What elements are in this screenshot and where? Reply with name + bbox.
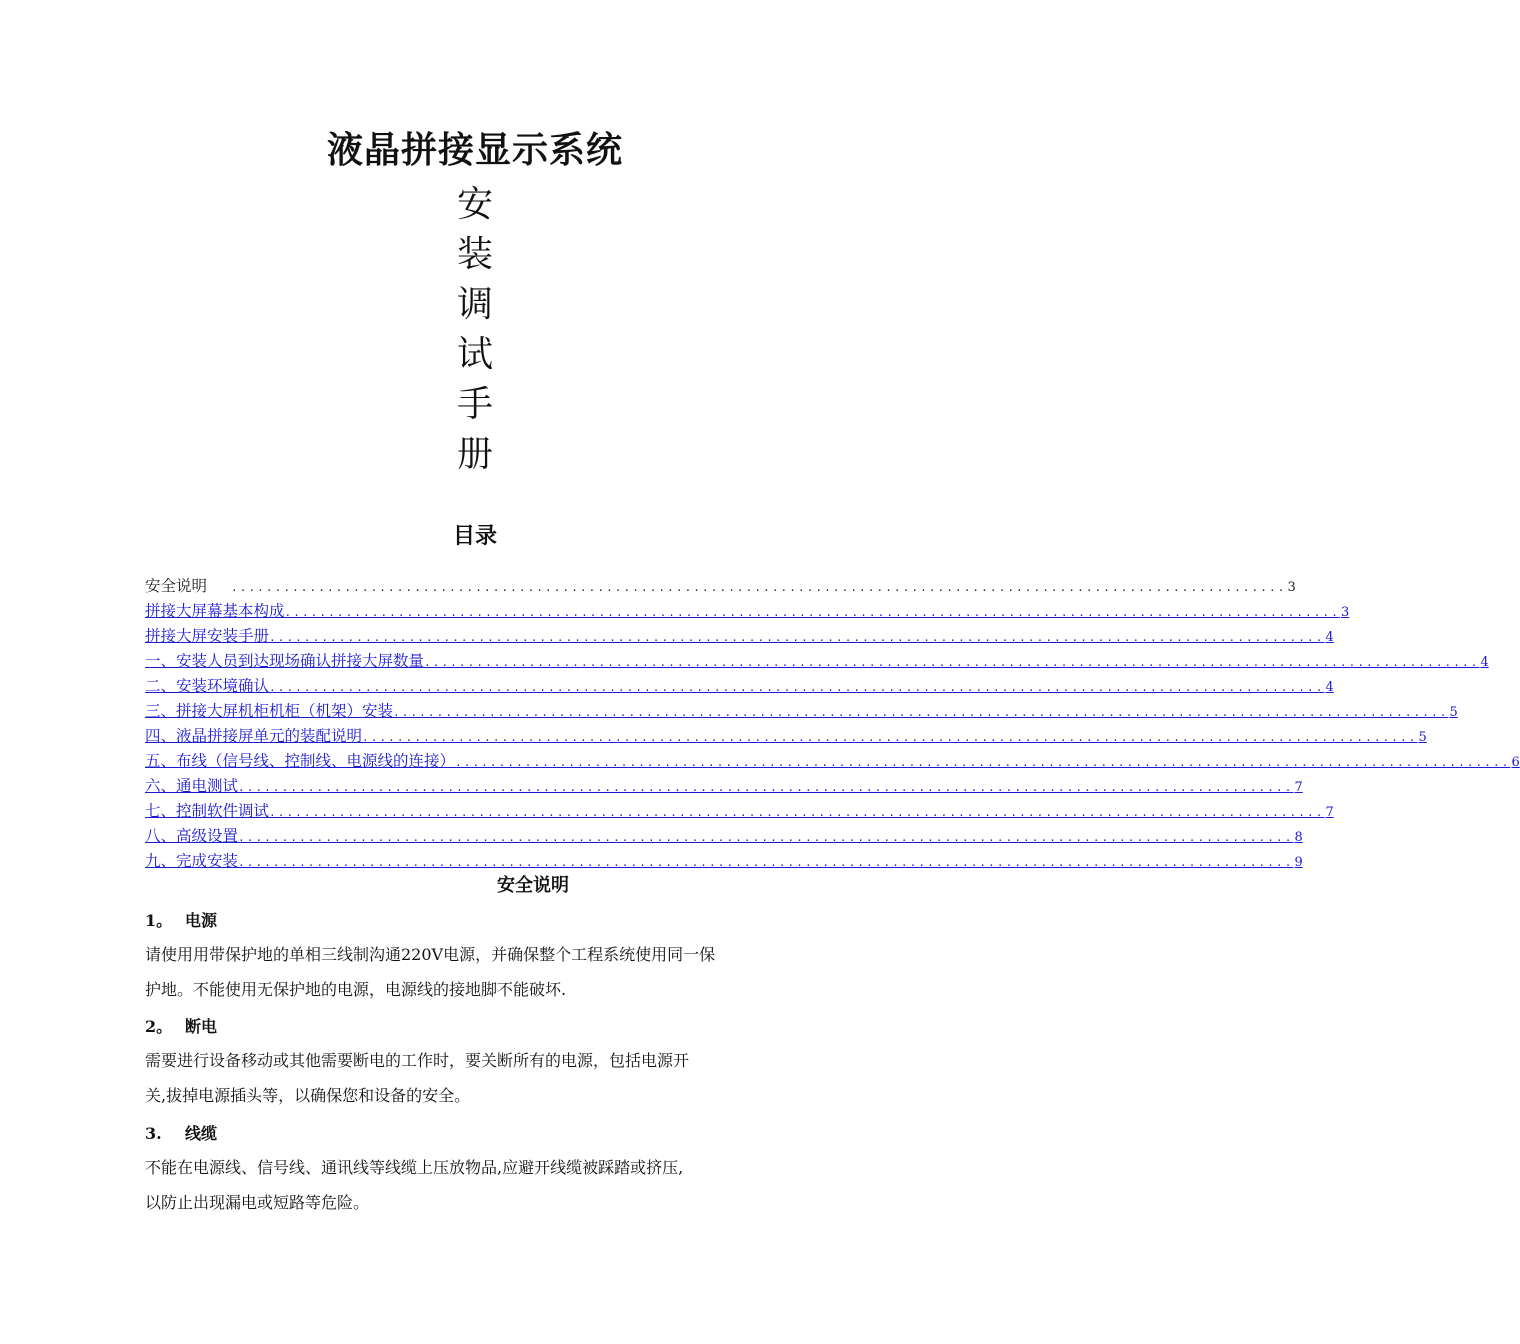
subtitle-char: 册 <box>456 434 493 475</box>
toc-leader-dots: ......................................................................................................................... <box>238 781 1294 794</box>
item-number: 3. <box>145 1124 162 1143</box>
toc-entry-page: 8 <box>1294 830 1303 845</box>
toc-entry-label: 五、布线（信号线、控制线、电源线的连接） <box>145 752 456 770</box>
toc-entry-page: 3 <box>1340 605 1350 620</box>
toc-entry-page: 6 <box>1511 755 1520 770</box>
paragraph-line: 需要进行设备移动或其他需要断电的工作时，要关断所有的电源，包括电源开 <box>145 1051 690 1070</box>
subtitle-char: 手 <box>456 384 493 425</box>
toc-entry-page: 5 <box>1418 730 1427 745</box>
toc-link[interactable] <box>145 774 1303 799</box>
item-number: 2。 <box>145 1017 173 1036</box>
toc-leader-dots: ......................................................................................................................... <box>269 681 1325 694</box>
toc-entry-label: 一、安装人员到达现场确认拼接大屏数量 <box>145 652 425 670</box>
toc-entry-label: 拼接大屏幕基本构成 <box>145 602 285 620</box>
subtitle-char: 调 <box>456 284 493 325</box>
toc-link[interactable] <box>145 699 1458 724</box>
toc-entry-page: 4 <box>1325 630 1334 645</box>
toc-link[interactable] <box>145 824 1303 849</box>
toc-entry-label: 三、拼接大屏机柜机柜（机架）安装 <box>145 702 394 720</box>
item-title <box>145 1014 825 1040</box>
toc-entry-page: 5 <box>1449 705 1458 720</box>
toc-leader-dots: ......................................................................................................................... <box>284 606 1340 619</box>
vertical-subtitle <box>0 180 950 480</box>
toc-leader-dots: ......................................................................................................................... <box>424 656 1480 669</box>
toc-heading: 目录 <box>452 523 497 549</box>
toc-entry-label: 六、通电测试 <box>145 777 239 795</box>
paragraph-line: 护地。不能使用无保护地的电源，电源线的接地脚不能破坏. <box>145 980 567 999</box>
safety-item <box>145 1014 825 1113</box>
toc-entry-page: 9 <box>1294 855 1303 870</box>
toc-entry-label: 二、安装环境确认 <box>145 677 270 695</box>
toc-link[interactable] <box>145 649 1489 674</box>
toc-entry-page: 4 <box>1325 680 1334 695</box>
toc-entry-page: 7 <box>1294 780 1303 795</box>
toc-leader-dots: ......................................................................................................................... <box>269 806 1325 819</box>
toc-link[interactable] <box>145 624 1334 649</box>
toc-leader-dots: ......................................................................................................................... <box>238 856 1294 869</box>
item-title-text: 断电 <box>185 1017 218 1036</box>
subtitle-char: 装 <box>456 234 493 275</box>
toc-entry-label: 七、控制软件调试 <box>145 802 270 820</box>
toc-link[interactable] <box>145 674 1334 699</box>
toc-leader-dots: ......................................................................................................................... <box>269 631 1325 644</box>
toc-link[interactable] <box>145 799 1334 824</box>
item-title-text: 线缆 <box>185 1124 218 1143</box>
table-of-contents <box>145 574 1520 874</box>
safety-item <box>145 908 825 1007</box>
toc-link[interactable] <box>145 849 1303 874</box>
toc-leader-dots: ......................................................................................................................... <box>362 731 1418 744</box>
toc-link[interactable] <box>145 599 1350 624</box>
toc-leader-dots: ......................................................................................................................... <box>393 706 1449 719</box>
subtitle-char: 试 <box>456 334 493 375</box>
toc-leader-dots: ......................................................................................................................... <box>238 831 1294 844</box>
toc-link[interactable] <box>145 749 1520 774</box>
safety-item <box>145 1121 825 1220</box>
toc-entry-label: 九、完成安装 <box>145 852 239 870</box>
paragraph-line: 不能在电源线、信号线、通讯线等线缆上压放物品,应避开线缆被踩踏或挤压, <box>145 1158 684 1177</box>
paragraph-line: 关,拔掉电源插头等，以确保您和设备的安全。 <box>145 1086 471 1105</box>
item-title <box>145 908 825 934</box>
item-title-text: 电源 <box>185 911 218 930</box>
toc-entry-page: 4 <box>1480 655 1489 670</box>
toc-leader-dots: ......................................................................................................................... <box>455 756 1511 769</box>
toc-entry-label: 拼接大屏安装手册 <box>145 627 270 645</box>
section-heading: 安全说明 <box>497 875 569 896</box>
toc-entry-page: 7 <box>1325 805 1334 820</box>
toc-leader-dots: ......................................................................................................................... <box>231 581 1287 594</box>
paragraph-line: 以防止出现漏电或短路等危险。 <box>145 1193 370 1212</box>
toc-entry-page: 3 <box>1287 580 1296 595</box>
toc-link[interactable] <box>145 724 1427 749</box>
document-title: 液晶拼接显示系统 <box>326 129 623 171</box>
paragraph-line: 请使用用带保护地的单相三线制沟通220V电源，并确保整个工程系统使用同一保 <box>145 945 716 964</box>
item-number: 1。 <box>145 911 173 930</box>
toc-entry-label: 四、液晶拼接屏单元的装配说明 <box>145 727 363 745</box>
toc-entry-label: 八、高级设置 <box>145 827 239 845</box>
subtitle-char: 安 <box>456 184 493 225</box>
toc-entry-label: 安全说明 <box>145 577 208 595</box>
toc-entry-safety <box>145 574 1296 599</box>
item-title <box>145 1121 825 1147</box>
